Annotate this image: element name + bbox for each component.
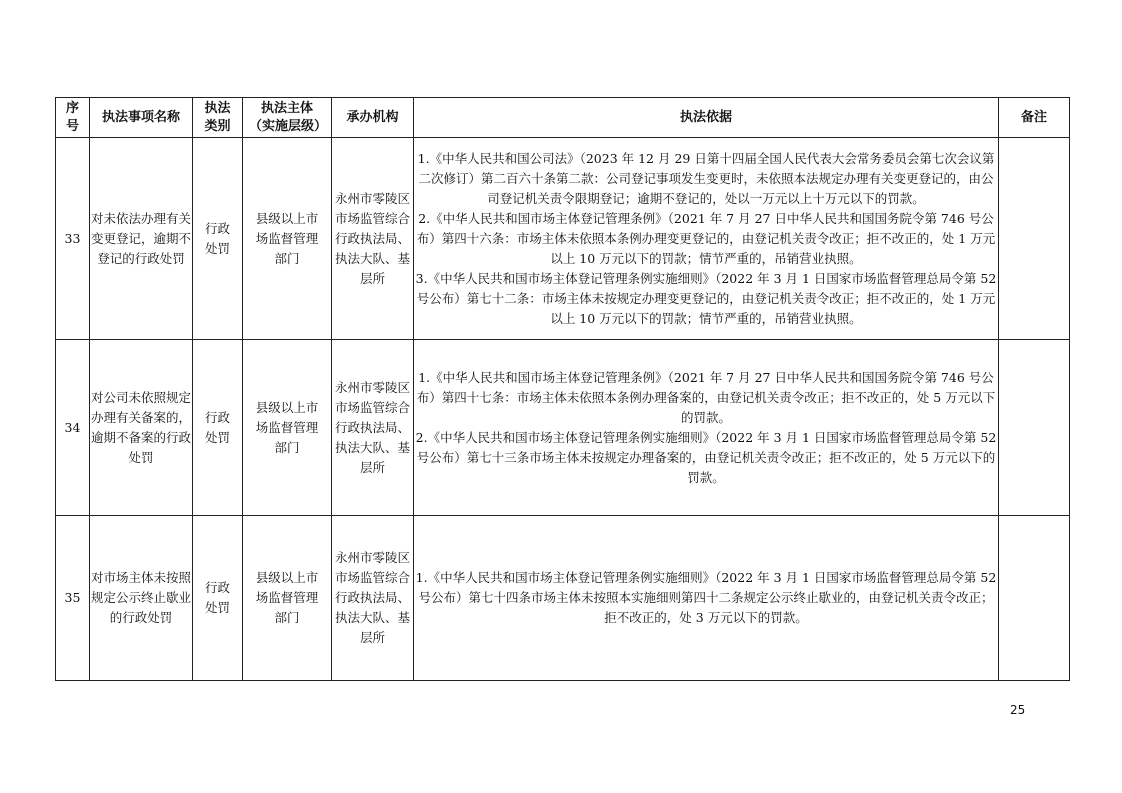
law-enforcement-table (55, 97, 1070, 681)
row-basis (414, 516, 999, 681)
row-seq: 35 (56, 516, 90, 681)
row-type: 行政处罚 (193, 340, 243, 516)
header-basis: 执法依据 (414, 98, 999, 138)
row-remark (999, 138, 1070, 340)
header-subject: 执法主体（实施层级） (243, 98, 332, 138)
row-org: 永州市零陵区市场监管综合行政执法局、执法大队、基层所 (332, 516, 414, 681)
row-basis (414, 340, 999, 516)
row-subject: 县级以上市场监督管理部门 (243, 138, 332, 340)
row-remark (999, 516, 1070, 681)
row-seq: 34 (56, 340, 90, 516)
basis-item: 1.《中华人民共和国市场主体登记管理条例》（2021 年 7 月 27 日中华人民共和国国务院令第 746 号公布）第四十七条：市场主体未依照本条例办理备案的，由登记机关责令改正；拒不改正的，处 5 万元以下的罚款。 (416, 369, 996, 425)
header-name: 执法事项名称 (90, 98, 193, 138)
header-org: 承办机构 (332, 98, 414, 138)
row-org: 永州市零陵区市场监管综合行政执法局、执法大队、基层所 (332, 340, 414, 516)
header-seq: 序号 (56, 98, 90, 138)
table-header-row (56, 98, 1070, 138)
row-name: 对未依法办理有关变更登记，逾期不登记的行政处罚 (90, 138, 193, 340)
row-name: 对公司未依照规定办理有关备案的，逾期不备案的行政处罚 (90, 340, 193, 516)
basis-item: 1.《中华人民共和国市场主体登记管理条例实施细则》（2022 年 3 月 1 日国家市场监督管理总局令第 52 号公布）第七十四条市场主体未按照本实施细则第四十二条规定公示终止歇业的，由登记机关责令改正；拒不改正的，处 3 万元以下的罚款。 (415, 570, 997, 625)
basis-item: 2.《中华人民共和国市场主体登记管理条例》（2021 年 7 月 27 日中华人民共和国国务院令第 746 号公布）第四十六条：市场主体未依照本条例办理变更登记的，由登记机关责令改正；拒不改正的，处 1 万元以上 10 万元以下的罚款；情节严重的，吊销营业执照。 (416, 210, 996, 266)
basis-item: 2.《中华人民共和国市场主体登记管理条例实施细则》（2022 年 3 月 1 日国家市场监督管理总局令第 52 号公布）第七十三条市场主体未按规定办理备案的，由登记机关责令改正；拒不改正的，处 5 万元以下的罚款。 (415, 429, 997, 485)
header-type: 执法类别 (193, 98, 243, 138)
row-subject: 县级以上市场监督管理部门 (243, 516, 332, 681)
row-type: 行政处罚 (193, 138, 243, 340)
header-remark: 备注 (999, 98, 1070, 138)
row-subject: 县级以上市场监督管理部门 (243, 340, 332, 516)
basis-item: 1.《中华人民共和国公司法》（2023 年 12 月 29 日第十四届全国人民代表大会常务委员会第七次会议第二次修订）第二百六十条第二款：公司登记事项发生变更时，未依照本法规定办理有关变更登记的，由公司登记机关责令限期登记；逾期不登记的，处以一万元以上十万元以下的罚款。 (417, 150, 995, 206)
page-number: 25 (1010, 703, 1026, 717)
row-seq: 33 (56, 138, 90, 340)
row-org: 永州市零陵区市场监管综合行政执法局、执法大队、基层所 (332, 138, 414, 340)
basis-item: 3.《中华人民共和国市场主体登记管理条例实施细则》（2022 年 3 月 1 日国家市场监督管理总局令第 52 号公布）第七十二条：市场主体未按规定办理变更登记的，由登记机关责令改正；拒不改正的，处 1 万元以上 10 万元以下的罚款；情节严重的，吊销营业执照。 (415, 270, 997, 326)
table-row (56, 516, 1070, 681)
row-basis (414, 138, 999, 340)
row-remark (999, 340, 1070, 516)
table-row (56, 340, 1070, 516)
table-row (56, 138, 1070, 340)
row-name: 对市场主体未按照规定公示终止歇业的行政处罚 (90, 516, 193, 681)
row-type: 行政处罚 (193, 516, 243, 681)
